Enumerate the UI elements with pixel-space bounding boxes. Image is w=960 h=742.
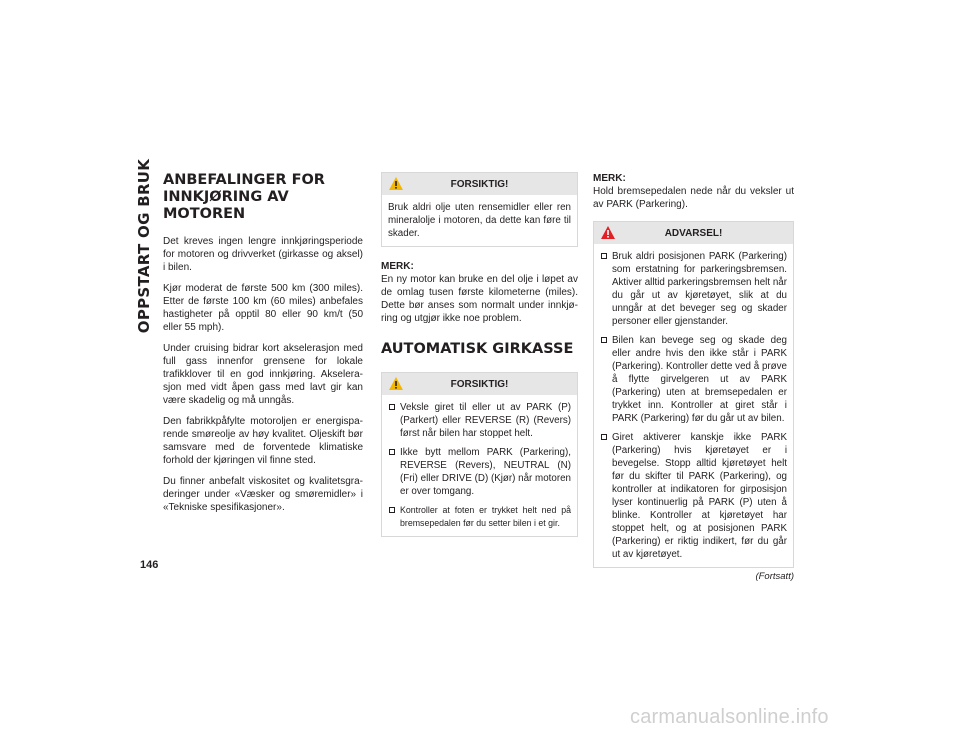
list-item [600,334,787,425]
section-heading-break-in: ANBEFALINGER FOR INNKJØRING AV MOTOREN [163,172,325,222]
list-item [388,401,571,440]
column-2 [381,172,578,537]
list-item-text: Kontroller at foten er trykket helt ned på bremsepedalen før du setter bilen i et gir. [400,505,571,528]
paragraph: Det kreves ingen lengre innkjøringsperiode for motoren og drivverket (girkasse og aksel) i bilen. [163,236,363,273]
watermark: carmanualsonline.info [630,706,829,728]
list-item [388,446,571,498]
bullet-square-icon [389,507,395,513]
side-tab-label: OPPSTART OG BRUK [135,158,154,334]
caution-header [382,373,577,395]
note-text: En ny motor kan bruke en del olje i løpet av de omlag tusen første kilometerne (miles). Dette bør anses som normalt under innkjøring og utgjør ikke noe problem. [381,274,578,324]
column-3 [593,172,794,583]
list-item [600,431,787,561]
bullet-square-icon [601,434,607,440]
list-item-text: Giret aktiverer kanskje ikke PARK (Parkering) hvis kjøretøyet er i bevegelse. Stopp alltid kjøretøyet helt før du skifter til PARK (Parkering), og kontroller at indikatoren for girposisjon lyser kontinuerlig på PARK (P) uten å blinke. Kontroller at kjøretøyet har stoppet helt, og at posisjonen PARK (Parkering) er riktig indikert, før du går ut av kjøretøyet. [612,432,787,560]
bullet-square-icon [389,404,395,410]
bullet-square-icon [601,253,607,259]
caution-text: Bruk aldri olje uten rensemidler eller ren mineralolje i motoren, da dette kan føre til skader. [388,202,571,239]
list-item-text: Bilen kan bevege seg og skade deg eller andre hvis den ikke står i PARK (Parkering). Kontroller dette ved å prøve å flytte girvelgeren ut av PARK (Parkering) uten at bremsepedalen er trykket inn. Kontroller at giret står i PARK (Parkering) før du går ut av bilen. [612,335,787,424]
warning-triangle-icon [388,176,404,191]
caution-title: FORSIKTIG! [450,178,509,190]
paragraph: Du finner anbefalt viskositet og kvalitetsgraderinger under «Væsker og smøremidler» i «Tekniske spesifikasjoner». [163,476,363,513]
list-item-text: Ikke bytt mellom PARK (Parkering), REVERSE (Revers), NEUTRAL (N) (Fri) eller DRIVE (D) (Kjør) når motoren er over tomgang. [400,447,571,497]
caution-header [382,173,577,195]
column-1 [163,172,363,522]
bullet-square-icon [389,449,395,455]
continued-label: (Fortsatt) [755,571,794,582]
caution-body [382,195,577,246]
note-label: MERK: [593,173,626,184]
caution-title: FORSIKTIG! [450,378,509,390]
bullet-square-icon [601,337,607,343]
note-block [593,172,794,211]
list-item [600,250,787,328]
paragraph: Den fabrikkpåfylte motoroljen er energisparende smøreolje av høy kvalitet. Oljeskift bør samsvare med de forventede klimatiske forhold der kjøringen vil finne sted. [163,416,363,466]
page-number: 146 [140,559,159,571]
warning-box [593,221,794,568]
warning-triangle-icon [600,225,616,240]
caution-box [381,372,578,537]
section-heading-automatic-transmission: AUTOMATISK GIRKASSE [381,341,574,357]
paragraph: Under cruising bidrar kort akselerasjon med full gass innenfor grensene for lokale trafikklover til en god innkjøring. Akselerasjon med vidt åpen gass med lavt gir kan være skadelig og må unngås. [163,343,363,406]
warning-header [594,222,793,244]
caution-body [382,395,577,536]
warning-title: ADVARSEL! [664,227,723,239]
side-tab [132,158,156,334]
list-item [388,504,571,530]
note-label: MERK: [381,261,414,272]
list-item-text: Veksle giret til eller ut av PARK (P) (Parkert) eller REVERSE (R) (Revers) først når bilen har stoppet helt. [400,402,571,439]
warning-body [594,244,793,567]
list-item-text: Bruk aldri posisjonen PARK (Parkering) som erstatning for parkeringsbremsen. Aktiver alltid parkeringsbremsen helt når du går ut av kjøretøyet, slik at du unngår at det beveger seg og skader personer eller gjenstander. [612,251,787,327]
caution-box [381,172,578,247]
note-text: Hold bremsepedalen nede når du veksler ut av PARK (Parkering). [593,186,794,210]
note-block [381,260,578,325]
warning-triangle-icon [388,376,404,391]
paragraph: Kjør moderat de første 500 km (300 miles). Etter de første 100 km (60 miles) anbefales hastigheter på opptil 80 eller 90 km/t (50 eller 55 mph). [163,283,363,333]
